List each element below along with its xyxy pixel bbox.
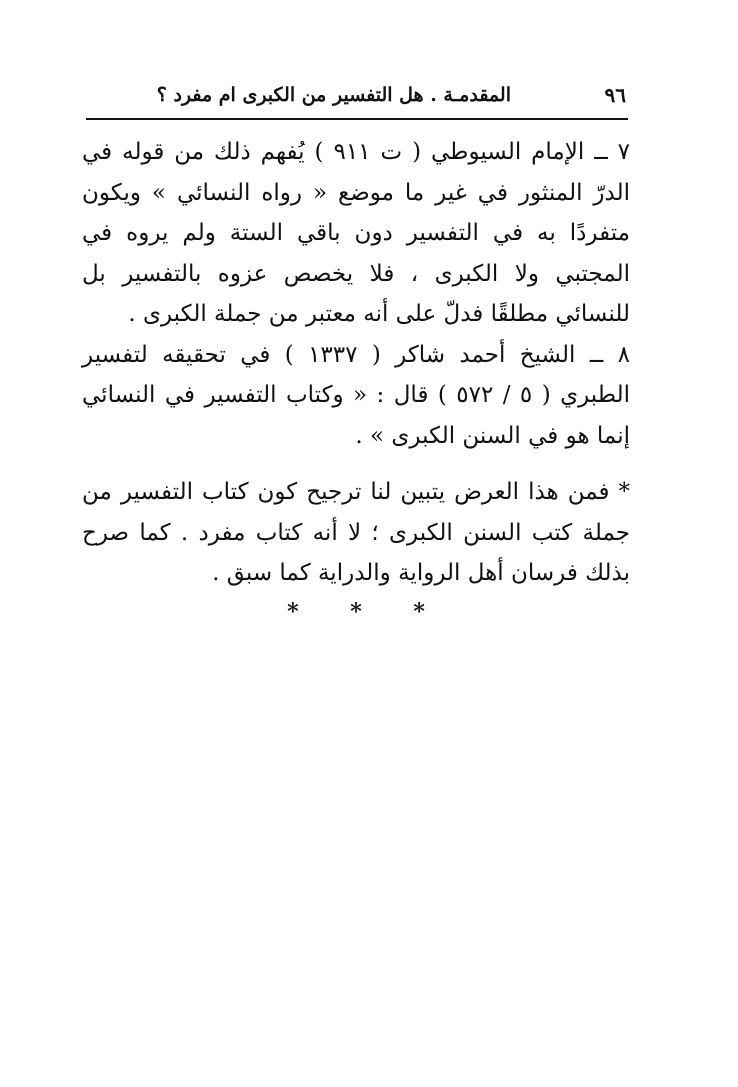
- page-header: [86, 80, 626, 110]
- section-separator: * * *: [287, 598, 447, 625]
- page-body: [82, 132, 630, 630]
- item-number: ٧: [617, 139, 630, 165]
- item-number: ٨: [617, 341, 631, 368]
- item-text: الشيخ أحمد شاكر ( ١٣٣٧ ) في تحقيقه لتفسير الطبري ( ٥ / ٥٧٢ ) قال : « وكتاب التفسير في النسائي إنما هو في السنن الكبرى » .: [82, 341, 630, 449]
- conclusion-paragraph: * فمن هذا العرض يتبين لنا ترجيح كون كتاب التفسير من جملة كتب السنن الكبرى ؛ لا أنه كتاب مفرد . كما صرح بذلك فرسان أهل الرواية والدراية كما سبق .: [82, 479, 630, 586]
- item-dash: ــ: [594, 139, 608, 165]
- item-dash: ــ: [589, 341, 604, 368]
- list-item-7: [82, 132, 630, 335]
- item-text: الإمام السيوطي ( ت ٩١١ ) يُفهم ذلك من قوله في الدرّ المنثور في غير ما موضع « رواه النسائي » ويكون متفردًا به في التفسير دون باقي الستة ولم يروه في المجتبي ولا الكبرى ، فلا يخصص عزوه بالتفسير بل للنسائي مطلقًا فدلّ على أنه معتبر من جملة الكبرى .: [82, 139, 630, 327]
- list-item-8: [82, 335, 630, 457]
- header-rule: [86, 118, 628, 120]
- running-title: المقدمـة . هل التفسير من الكبرى ام مفرد ؟: [156, 84, 511, 106]
- page-number: ٩٦: [604, 83, 626, 107]
